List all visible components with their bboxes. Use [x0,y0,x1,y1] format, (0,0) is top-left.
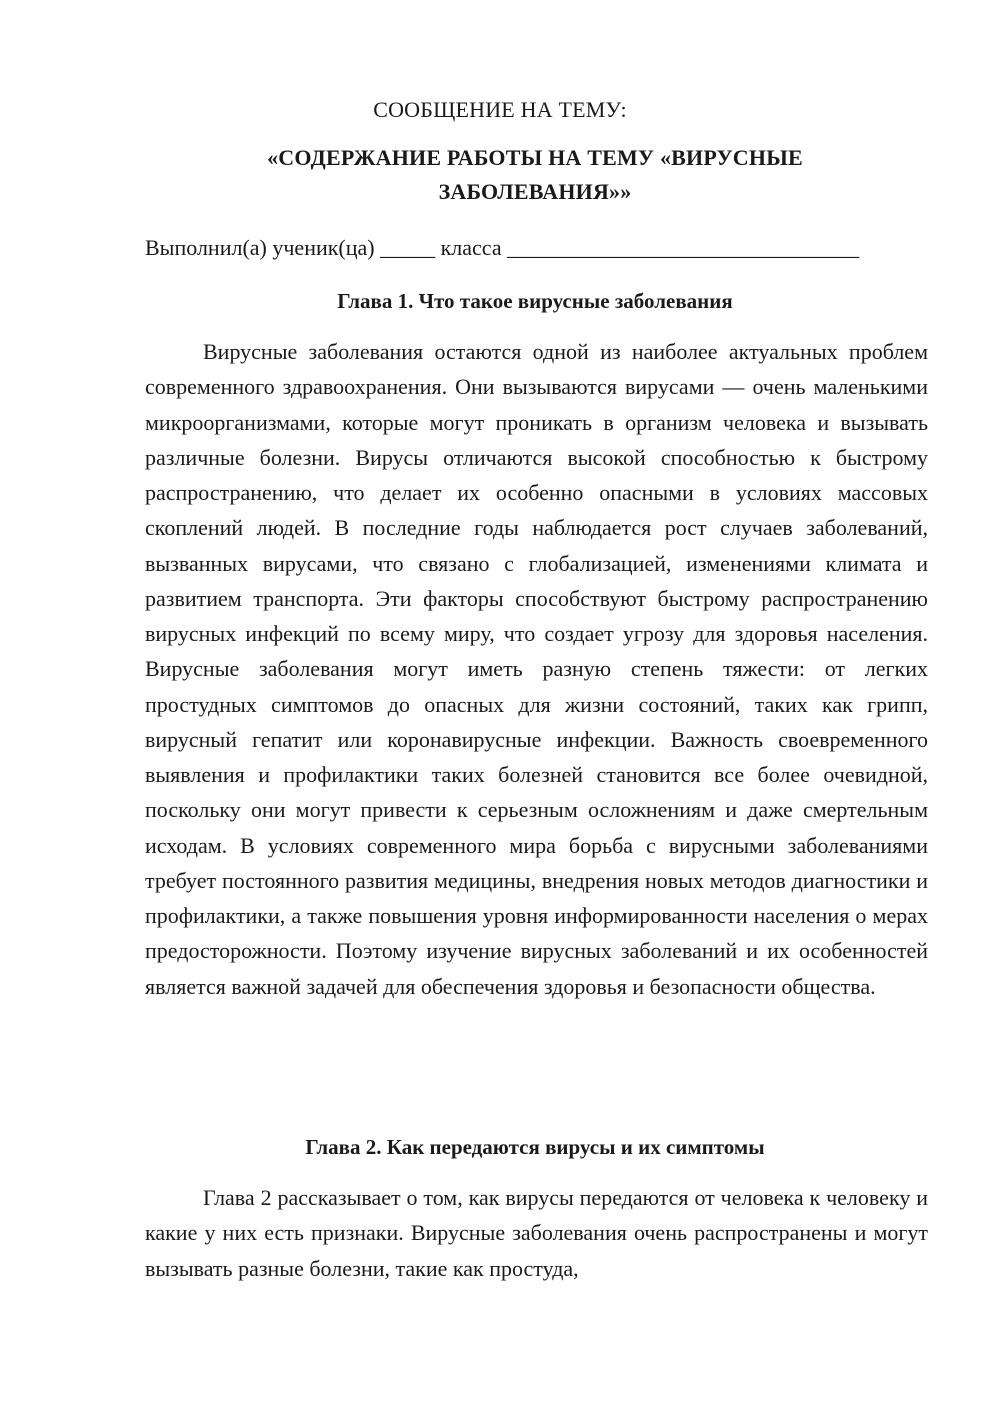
document-title-line-2: ЗАБОЛЕВАНИЯ»» [438,179,632,204]
author-line: Выполнил(а) ученик(ца) _____ класса ________________________________ [145,235,860,260]
topic-line: СООБЩЕНИЕ НА ТЕМУ: [373,97,627,122]
chapter-1-title: Глава 1. Что такое вирусные заболевания [337,289,733,313]
document-title-line-1: «СОДЕРЖАНИЕ РАБОТЫ НА ТЕМУ «ВИРУСНЫЕ [267,145,803,170]
chapter-2-title: Глава 2. Как передаются вирусы и их симптомы [305,1135,765,1159]
chapter-1-paragraph: Вирусные заболевания остаются одной из наиболее актуальных проблем современного здравоохранения. Они вызываются вирусами — очень маленькими микроорганизмами, которые могут проникать в организм человека и вызывать различные болезни. Вирусы отличаются высокой способностью к быстрому распространению, что делает их особенно опасными в условиях массовых скоплений людей. В последние годы наблюдается рост случаев заболеваний, вызванных вирусами, что связано с глобализацией, изменениями климата и развитием транспорта. Эти факторы способствуют быстрому распространению вирусных инфекций по всему миру, что создает угрозу для здоровья населения. Вирусные заболевания могут иметь разную степень тяжести: от легких простудных симптомов до опасных для жизни состояний, таких как грипп, вирусный гепатит или коронавирусные инфекции. Важность своевременного выявления и профилактики таких болезней становится все более очевидной, поскольку они могут привести к серьезным осложнениям и даже смертельным исходам. В условиях современного мира борьба с вирусными заболеваниями требует постоянного развития медицины, внедрения новых методов диагностики и профилактики, а также повышения уровня информированности населения о мерах предосторожности. Поэтому изучение вирусных заболеваний и их особенностей является важной задачей для обеспечения здоровья и безопасности общества. [145,339,928,999]
chapter-2-paragraph: Глава 2 рассказывает о том, как вирусы передаются от человека к человеку и какие у них есть признаки. Вирусные заболевания очень распространены и могут вызывать разные болезни, такие как простуда, [145,1185,928,1281]
